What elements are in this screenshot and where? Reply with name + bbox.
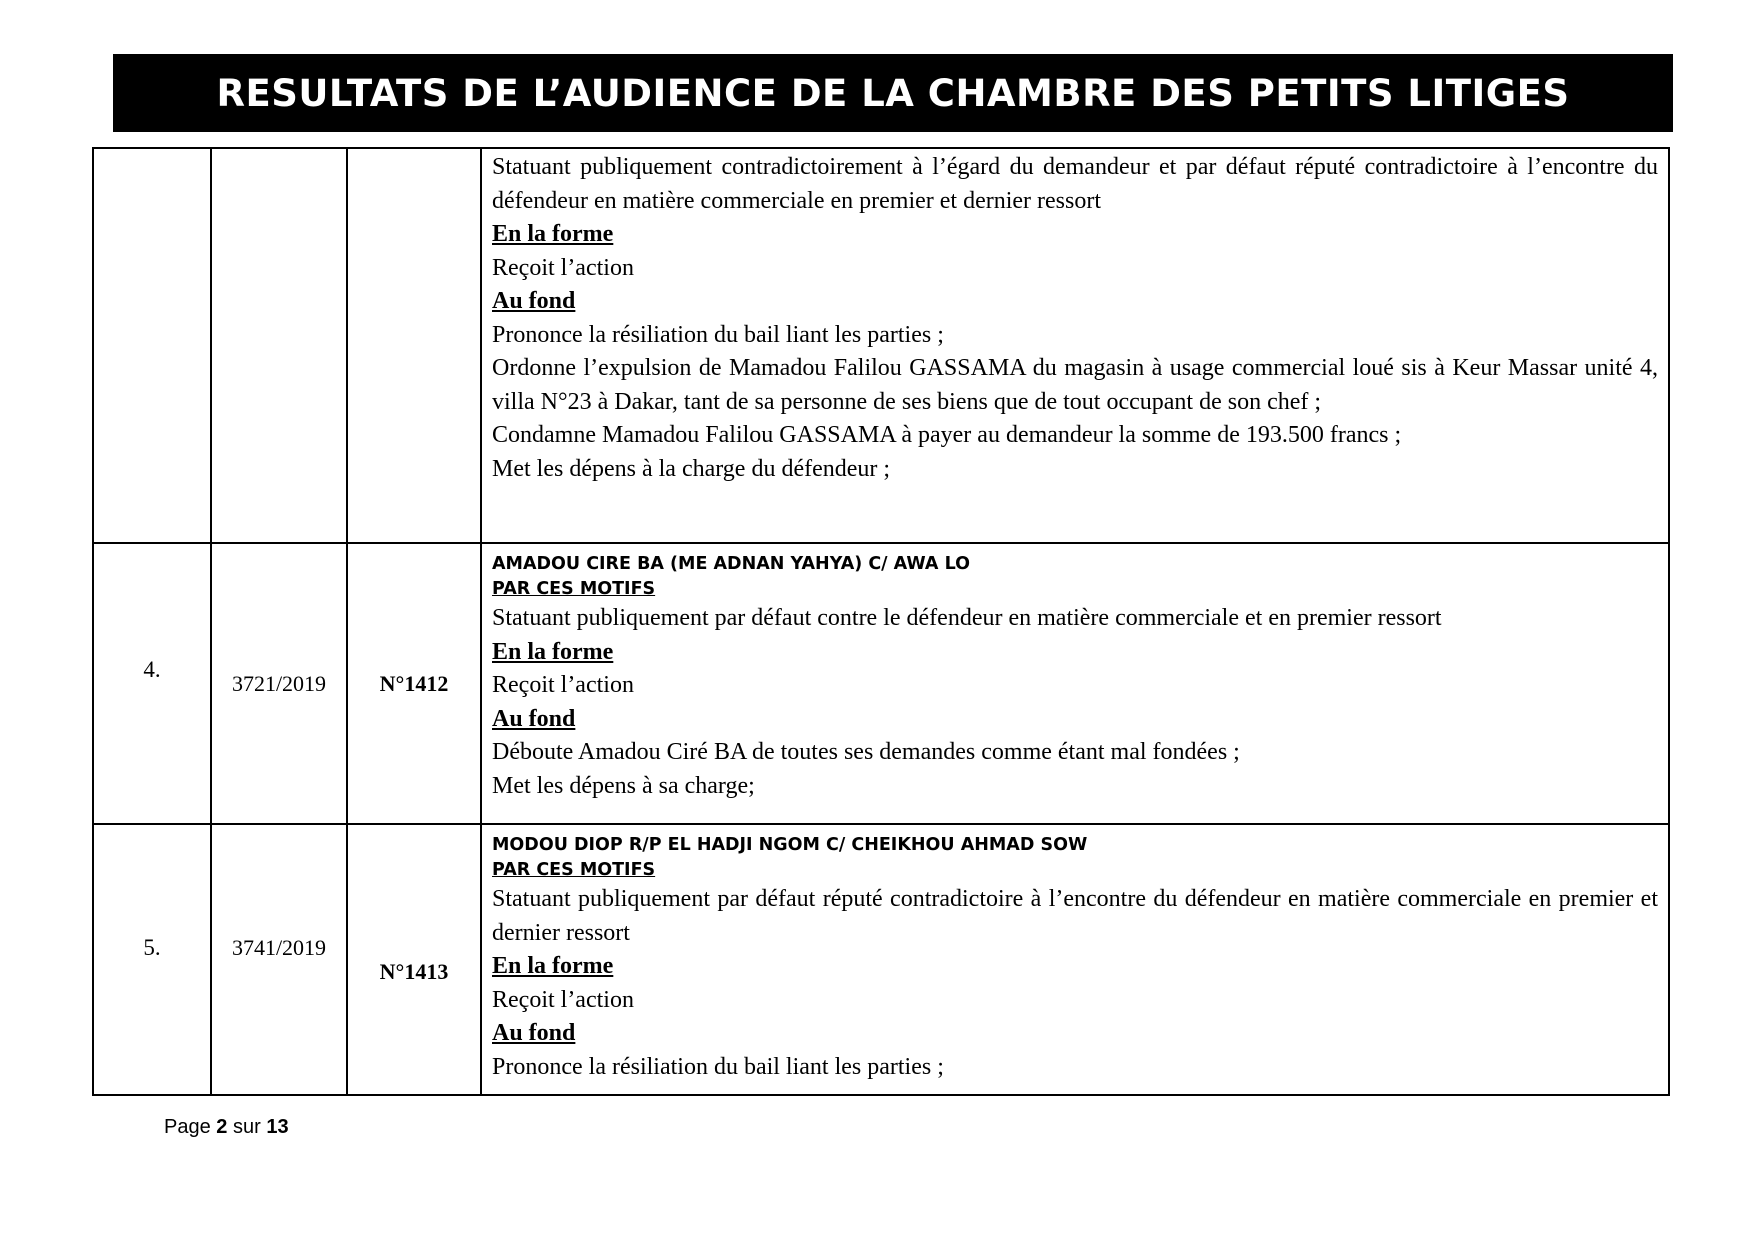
fond-heading: Au fond (492, 1020, 576, 1046)
fond-line: Déboute Amadou Ciré BA de toutes ses demandes comme étant mal fondées ; (492, 739, 1240, 765)
title-bar (113, 54, 1673, 132)
statuant-text: Statuant publiquement par défaut réputé contradictoire à l’encontre du défendeur en matière commerciale en premier et dernier ressort (492, 886, 1658, 946)
role-number-cell (211, 148, 347, 543)
motifs-heading: PAR CES MOTIFS (492, 860, 656, 880)
decision-number-cell (347, 824, 481, 1095)
fond-heading: Au fond (492, 705, 576, 732)
fond-line: Prononce la résiliation du bail liant les parties ; (492, 1053, 944, 1080)
role-number: 3721/2019 (231, 670, 327, 696)
case-number: 4. (143, 656, 161, 682)
decision-number: N°1412 (379, 670, 449, 696)
results-table (92, 147, 1670, 1096)
page-word: Page (164, 1116, 211, 1138)
page-footer (164, 1116, 289, 1139)
role-number-cell (211, 543, 347, 824)
fond-heading: Au fond (492, 288, 576, 314)
fond-line: Met les dépens à la charge du défendeur ; (492, 455, 891, 482)
decision-number: N°1413 (379, 958, 449, 984)
role-number: 3741/2019 (231, 934, 327, 960)
role-number-cell (211, 824, 347, 1095)
total-pages-number: 13 (266, 1116, 289, 1138)
case-parties: MODOU DIOP R/P EL HADJI NGOM C/ CHEIKHOU AHMAD SOW (492, 835, 1088, 855)
table-row (93, 543, 1669, 824)
decision-number-cell (347, 148, 481, 543)
statuant-text: Statuant publiquement contradictoirement à l’égard du demandeur et par défaut réputé contradictoire à l’encontre du défendeur en matière commerciale en premier et dernier ressort (492, 154, 1658, 214)
fond-line: Prononce la résiliation du bail liant les parties ; (492, 321, 944, 348)
motifs-heading: PAR CES MOTIFS (492, 579, 656, 599)
case-number-cell (93, 824, 211, 1095)
current-page-number: 2 (216, 1116, 228, 1138)
forme-heading: En la forme (492, 221, 614, 247)
table-row (93, 824, 1669, 1095)
page-title: RESULTATS DE L’AUDIENCE DE LA CHAMBRE DES PETITS LITIGES (216, 71, 1570, 115)
case-number: 5. (143, 934, 161, 960)
forme-heading: En la forme (492, 638, 614, 665)
forme-text: Reçoit l’action (492, 254, 634, 281)
fond-line: Ordonne l’expulsion de Mamadou Falilou GASSAMA du magasin à usage commercial loué sis à Keur Massar unité 4, villa N°23 à Dakar, tant de sa personne de ses biens que de tout occupant de son chef ; (492, 355, 1658, 415)
fond-line: Condamne Mamadou Falilou GASSAMA à payer au demandeur la somme de 193.500 francs ; (492, 422, 1402, 448)
ruling-cell (481, 824, 1669, 1095)
decision-number-cell (347, 543, 481, 824)
case-parties: AMADOU CIRE BA (ME ADNAN YAHYA) C/ AWA LO (492, 554, 970, 574)
forme-text: Reçoit l’action (492, 986, 634, 1013)
ruling-cell (481, 543, 1669, 824)
case-number-cell (93, 543, 211, 824)
table-row (93, 148, 1669, 543)
statuant-text: Statuant publiquement par défaut contre le défendeur en matière commerciale et en premier ressort (492, 605, 1442, 631)
page-separator: sur (232, 1116, 261, 1138)
ruling-cell (481, 148, 1669, 543)
forme-heading: En la forme (492, 953, 614, 979)
case-number-cell (93, 148, 211, 543)
forme-text: Reçoit l’action (492, 672, 634, 698)
fond-line: Met les dépens à sa charge; (492, 772, 755, 799)
